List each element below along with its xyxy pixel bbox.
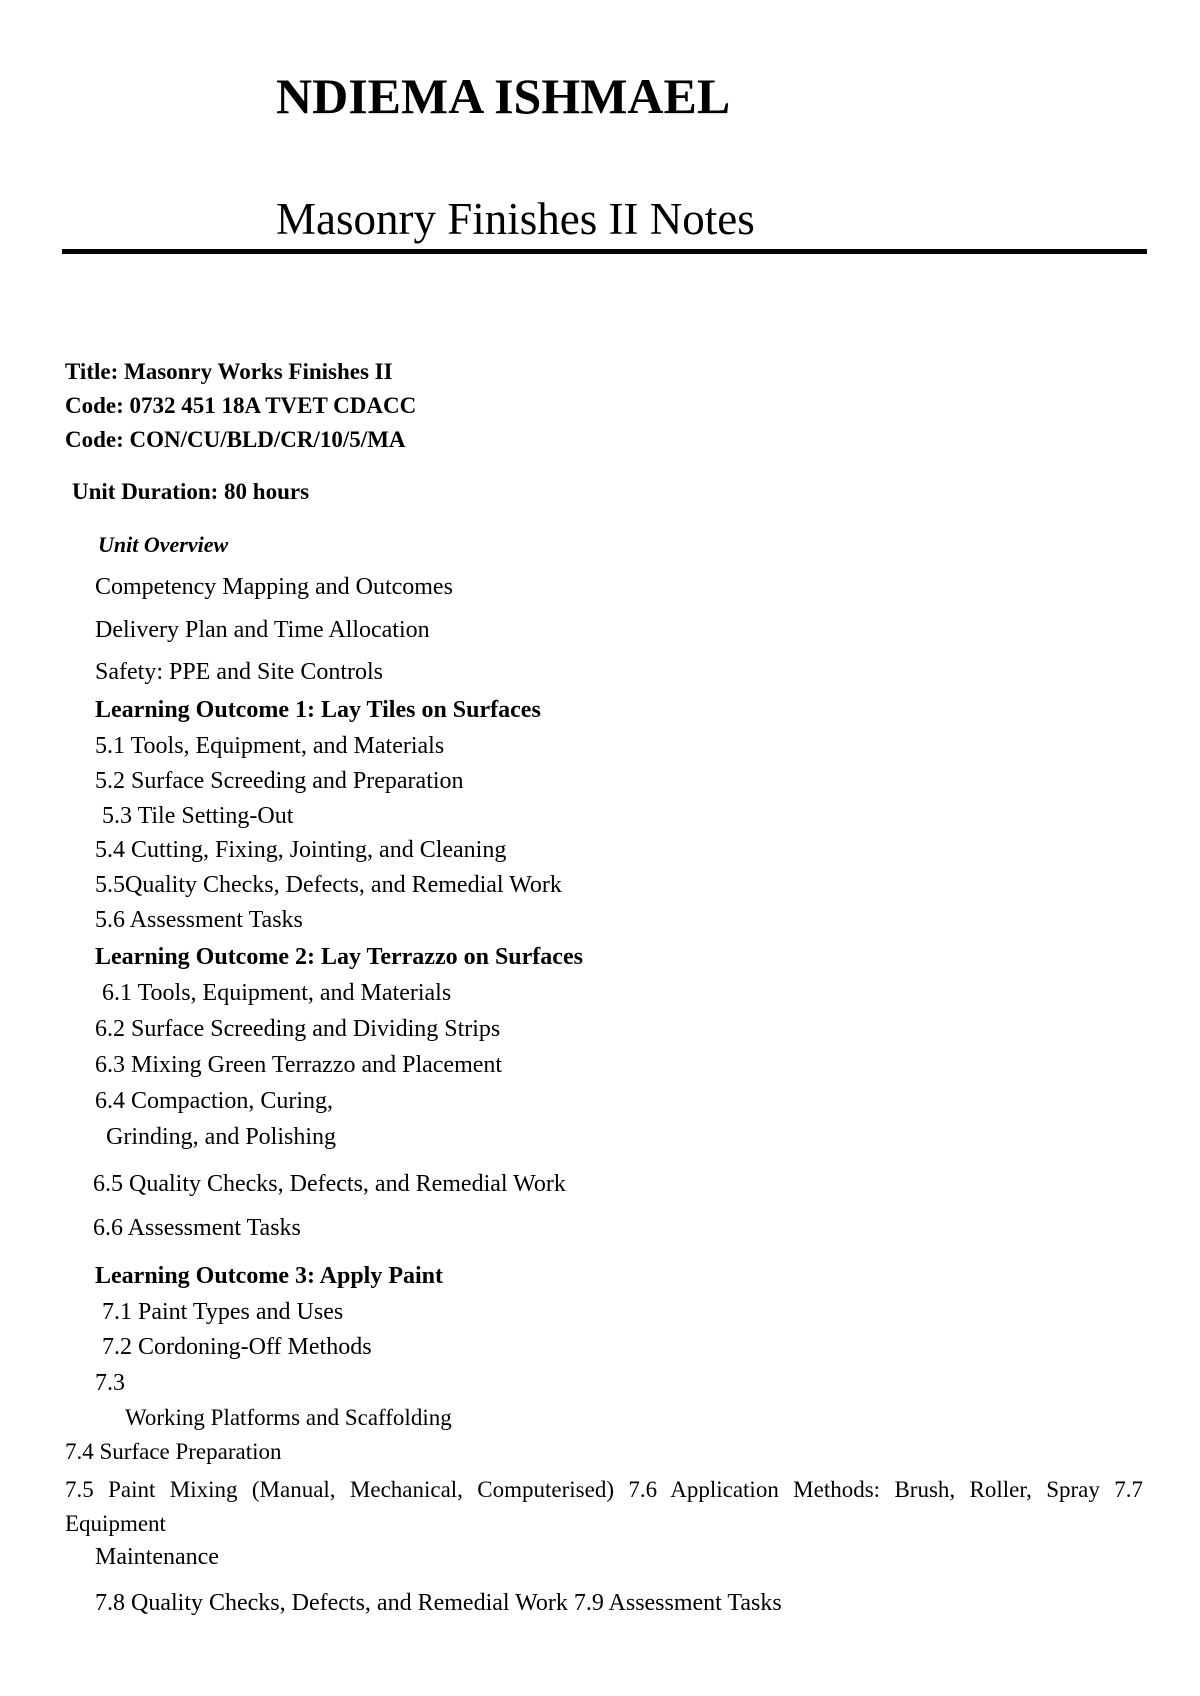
toc-item: 7.1 Paint Types and Uses <box>102 1299 344 1325</box>
document-title: Masonry Finishes II Notes <box>276 194 755 244</box>
toc-item: 5.3 Tile Setting-Out <box>102 803 294 829</box>
toc-item-continuation: Maintenance <box>95 1544 219 1570</box>
toc-item: 5.6 Assessment Tasks <box>95 907 303 933</box>
toc-item-paragraph: 7.5 Paint Mixing (Manual, Mechanical, Computerised) 7.6 Application Methods: Brush, Roller, Spray 7.7 Equipment <box>65 1477 1143 1536</box>
toc-item: 5.1 Tools, Equipment, and Materials <box>95 733 445 759</box>
toc-item: Safety: PPE and Site Controls <box>95 659 383 685</box>
toc-item-continuation: Working Platforms and Scaffolding <box>125 1405 452 1430</box>
toc-item: 6.3 Mixing Green Terrazzo and Placement <box>95 1052 503 1078</box>
learning-outcome-heading: Learning Outcome 1: Lay Tiles on Surfaces <box>95 697 541 723</box>
toc-item: 7.8 Quality Checks, Defects, and Remedial Work 7.9 Assessment Tasks <box>95 1590 782 1616</box>
toc-item: 7.2 Cordoning-Off Methods <box>102 1334 372 1360</box>
toc-item: 5.4 Cutting, Fixing, Jointing, and Cleaning <box>95 837 507 863</box>
toc-item: 6.4 Compaction, Curing, <box>95 1088 333 1114</box>
toc-item: Delivery Plan and Time Allocation <box>95 617 430 643</box>
toc-item: 7.3 <box>95 1370 125 1396</box>
toc-overview: Unit Overview <box>98 532 229 557</box>
toc-item: 7.4 Surface Preparation <box>65 1439 282 1464</box>
toc-item: 6.1 Tools, Equipment, and Materials <box>102 980 452 1006</box>
learning-outcome-heading: Learning Outcome 2: Lay Terrazzo on Surfaces <box>95 944 583 970</box>
meta-duration-line: Unit Duration: 80 hours <box>72 479 310 504</box>
learning-outcome-heading: Learning Outcome 3: Apply Paint <box>95 1263 444 1289</box>
toc-item: 5.5Quality Checks, Defects, and Remedial Work <box>95 872 562 898</box>
meta-code-line: Code: 0732 451 18A TVET CDACC <box>65 393 417 418</box>
toc-item: 6.2 Surface Screeding and Dividing Strips <box>95 1016 501 1042</box>
author-name: NDIEMA ISHMAEL <box>276 68 731 124</box>
title-divider <box>62 249 1147 254</box>
toc-item: 6.6 Assessment Tasks <box>93 1215 301 1241</box>
meta-code-line: Code: CON/CU/BLD/CR/10/5/MA <box>65 427 406 452</box>
meta-title-line: Title: Masonry Works Finishes II <box>65 359 393 384</box>
toc-item: Competency Mapping and Outcomes <box>95 574 453 600</box>
toc-item: 5.2 Surface Screeding and Preparation <box>95 768 464 794</box>
toc-item: 6.5 Quality Checks, Defects, and Remedial Work <box>93 1171 566 1197</box>
toc-item-continuation: Grinding, and Polishing <box>106 1124 337 1150</box>
